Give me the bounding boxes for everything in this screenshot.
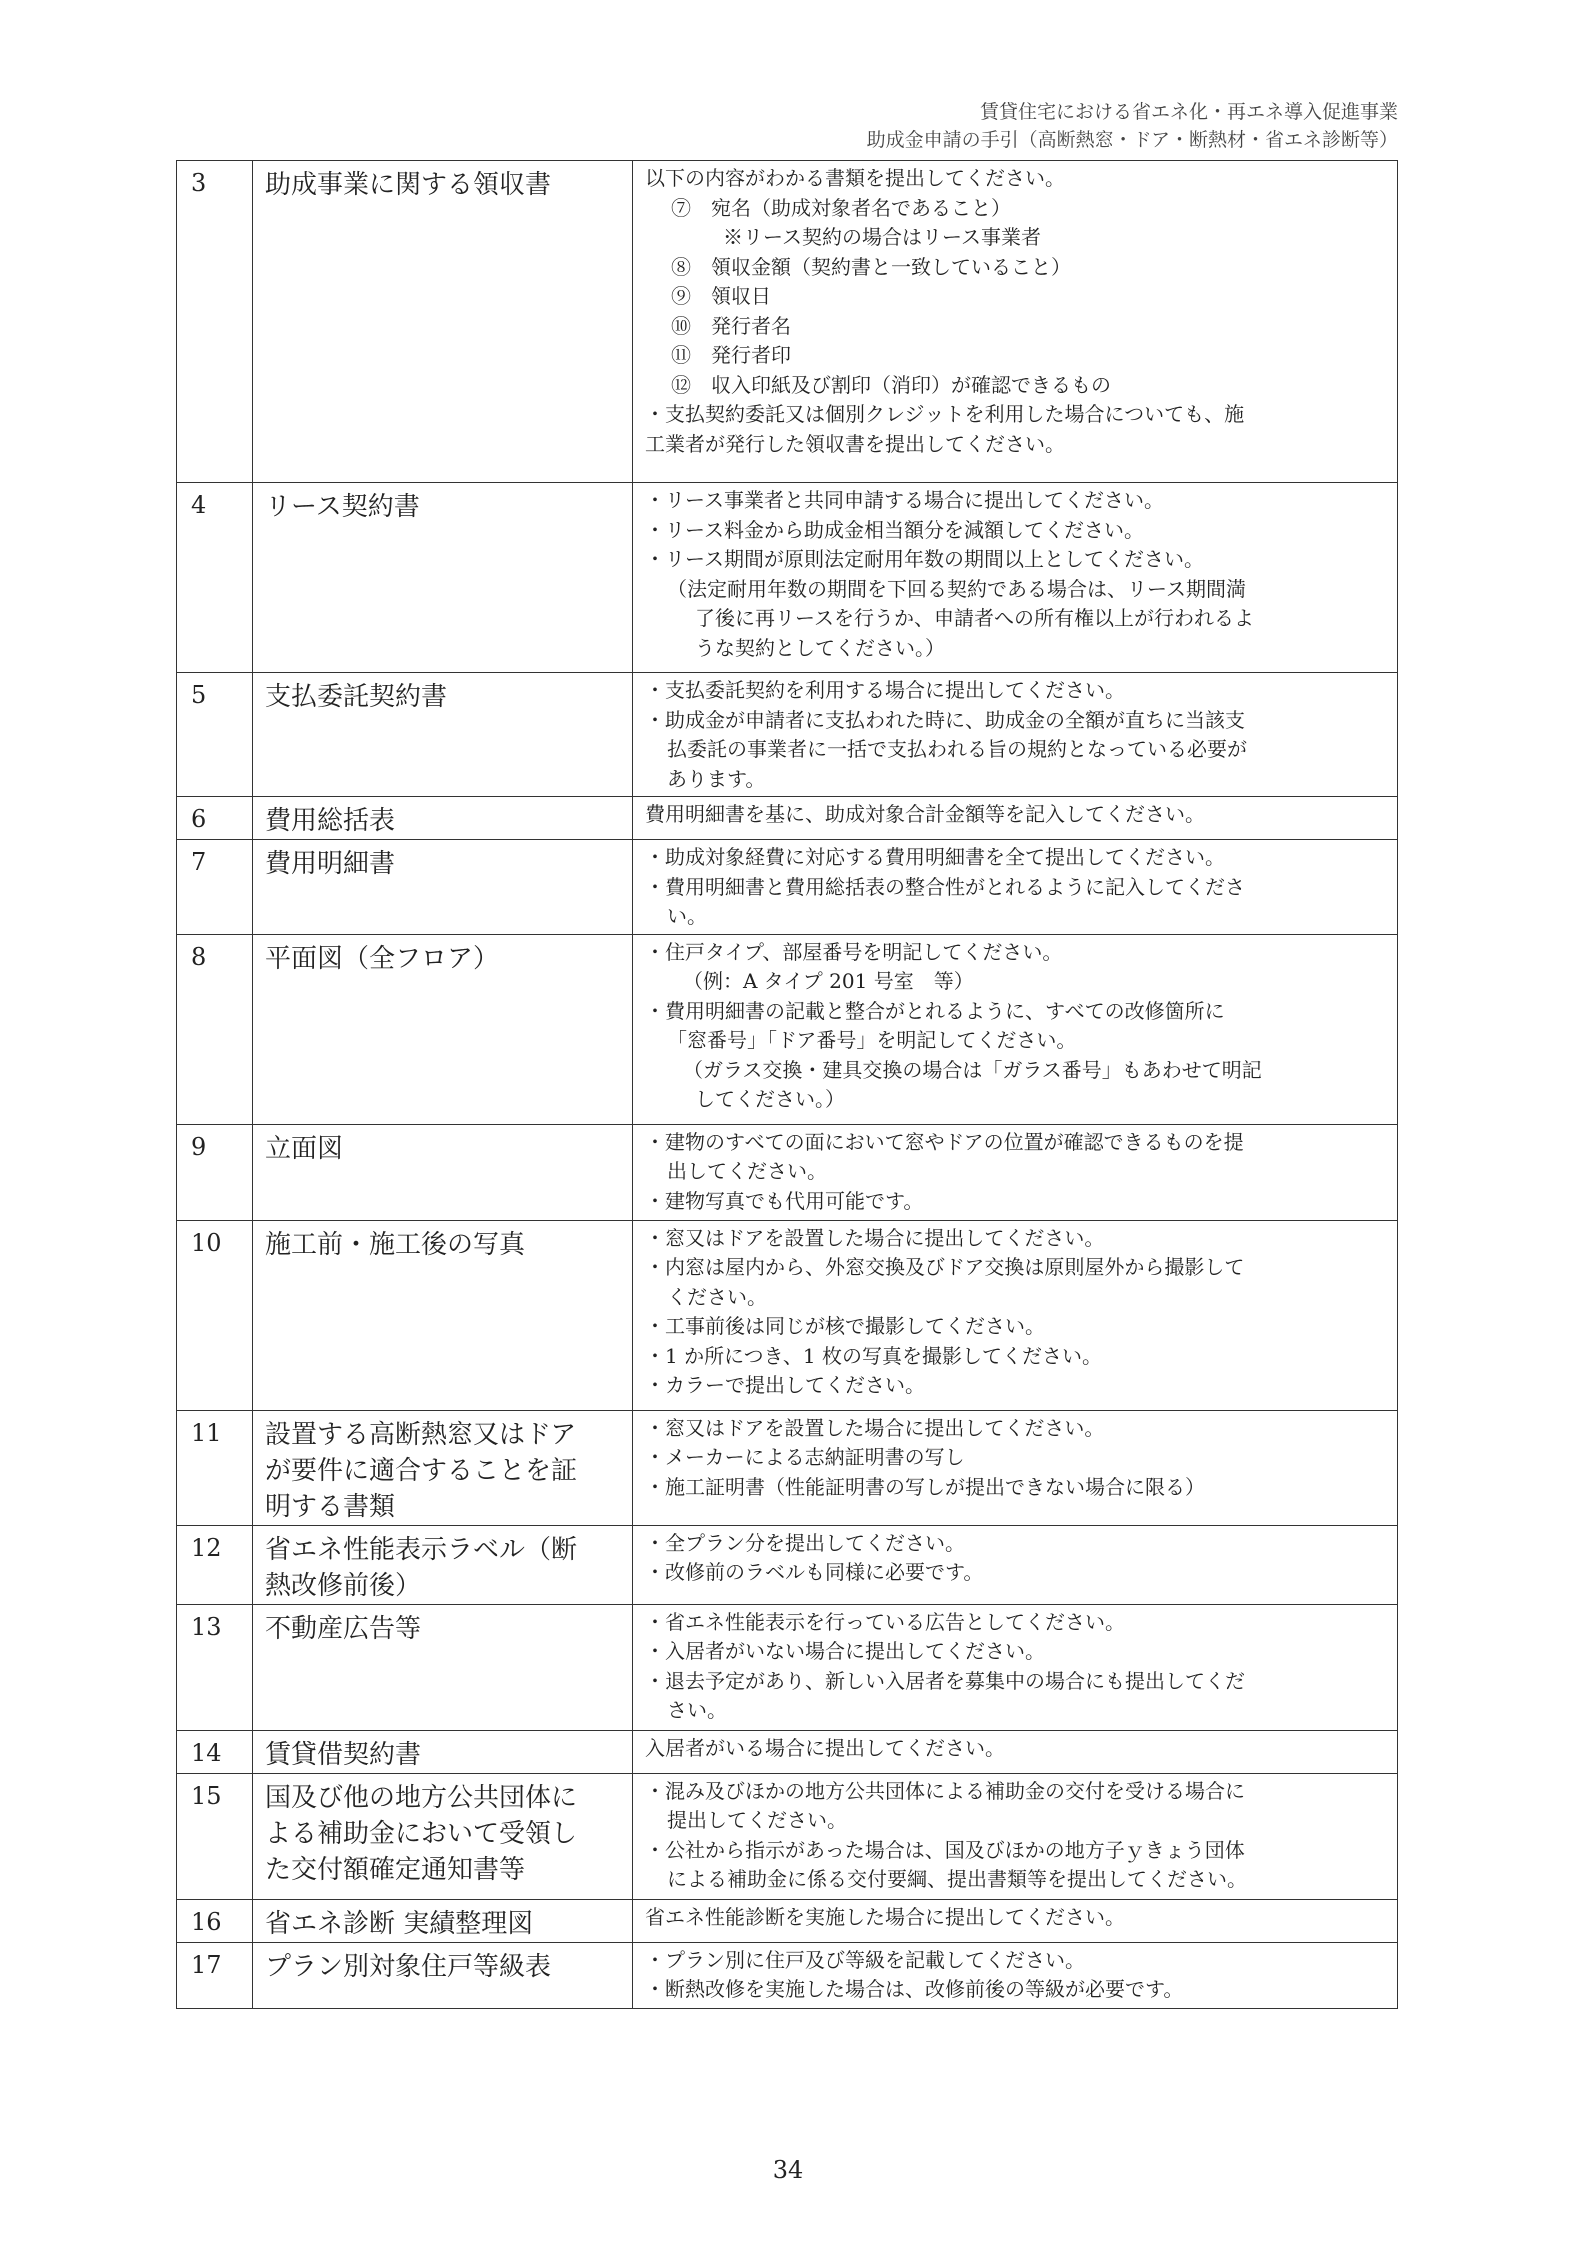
requirement-line: ※リース契約の場合はリース事業者 xyxy=(723,225,1041,249)
document-name-line: 国及び他の地方公共団体に xyxy=(265,1782,578,1813)
row-number: 10 xyxy=(177,1220,253,1410)
document-name: 省エネ診断 実績整理図 xyxy=(253,1899,633,1942)
requirement-line: 工業者が発行した領収書を提出してください。 xyxy=(645,431,1065,456)
table-row xyxy=(177,1942,1398,2008)
requirement-line: ・工事前後は同じが核で撮影してください。 xyxy=(645,1314,1045,1338)
document-name-line: よる補助金において受領し xyxy=(265,1818,578,1849)
table-row xyxy=(177,840,1398,935)
document-requirements xyxy=(633,1773,1398,1899)
document-name: プラン別対象住戸等級表 xyxy=(253,1942,633,2008)
document-name: 支払委託契約書 xyxy=(253,673,633,797)
document-requirements xyxy=(633,1124,1398,1220)
requirement-line: ⑪ 発行者印 xyxy=(671,343,791,367)
requirement-line: ください。 xyxy=(667,1284,767,1309)
row-number: 4 xyxy=(177,483,253,673)
requirement-line: （ガラス交換・建具交換の場合は「ガラス番号」もあわせて明記 xyxy=(683,1057,1262,1082)
requirement-line: ・全プラン分を提出してください。 xyxy=(645,1530,965,1555)
requirement-line: ・費用明細書と費用総括表の整合性がとれるように記入してくださ xyxy=(645,874,1245,899)
requirement-line: 出してください。 xyxy=(667,1159,827,1183)
requirement-line: ・支払契約委託又は個別クレジットを利用した場合についても、施 xyxy=(645,402,1245,426)
requirement-line: ・施工証明書（性能証明書の写しが提出できない場合に限る） xyxy=(645,1474,1205,1499)
document-requirements-table xyxy=(176,160,1398,2009)
document-name-line: 熱改修前後） xyxy=(265,1570,422,1601)
requirement-line: ・改修前のラベルも同様に必要です。 xyxy=(645,1560,984,1584)
document-name-line: 省エネ性能表示ラベル（断 xyxy=(265,1534,578,1565)
document-name-line: た交付額確定通知書等 xyxy=(265,1854,526,1885)
requirement-line: 以下の内容がわかる書類を提出してください。 xyxy=(645,166,1065,190)
requirement-line: ・窓又はドアを設置した場合に提出してください。 xyxy=(645,1225,1105,1250)
document-name: 立面図 xyxy=(253,1124,633,1220)
requirement-line: ・費用明細書の記載と整合がとれるように、すべての改修箇所に xyxy=(645,998,1225,1023)
table-row xyxy=(177,1124,1398,1220)
requirement-line: ・内窓は屋内から、外窓交換及びドア交換は原則屋外から撮影して xyxy=(645,1255,1245,1279)
requirement-line: 払委託の事業者に一括で支払われる旨の規約となっている必要が xyxy=(667,737,1247,761)
requirement-line: うな契約としてください。） xyxy=(695,635,945,660)
document-requirements xyxy=(633,1899,1398,1942)
document-name: 平面図（全フロア） xyxy=(253,934,633,1124)
document-name: 費用総括表 xyxy=(253,797,633,840)
document-requirements xyxy=(633,1220,1398,1410)
requirement-line: ・リース事業者と共同申請する場合に提出してください。 xyxy=(645,488,1164,512)
row-number: 11 xyxy=(177,1410,253,1525)
document-name: 不動産広告等 xyxy=(253,1604,633,1730)
document-requirements xyxy=(633,161,1398,483)
document-requirements xyxy=(633,1525,1398,1604)
page-header xyxy=(867,98,1398,154)
requirement-line: ・公社から指示があった場合は、国及びほかの地方子ｙきょう団体 xyxy=(645,1837,1245,1862)
requirement-line: ・入居者がいない場合に提出してください。 xyxy=(645,1639,1045,1663)
requirement-line: い。 xyxy=(667,904,707,928)
requirement-line: による補助金に係る交付要綱、提出書類等を提出してください。 xyxy=(667,1867,1247,1891)
requirement-line: ・住戸タイプ、部屋番号を明記してください。 xyxy=(645,939,1063,964)
table-row xyxy=(177,1604,1398,1730)
row-number: 14 xyxy=(177,1730,253,1773)
table-row xyxy=(177,673,1398,797)
requirement-line: ・窓又はドアを設置した場合に提出してください。 xyxy=(645,1415,1105,1440)
row-number: 8 xyxy=(177,934,253,1124)
document-name-line: が要件に適合することを証 xyxy=(265,1455,578,1486)
requirement-line: ・助成対象経費に対応する費用明細書を全て提出してください。 xyxy=(645,845,1225,869)
requirement-line: 省エネ性能診断を実施した場合に提出してください。 xyxy=(645,1904,1125,1929)
document-name xyxy=(253,1525,633,1604)
document-name: 助成事業に関する領収書 xyxy=(253,161,633,483)
requirement-line: ・助成金が申請者に支払われた時に、助成金の全額が直ちに当該支 xyxy=(645,707,1245,732)
document-name-line: 明する書類 xyxy=(265,1491,396,1522)
table-row xyxy=(177,1730,1398,1773)
requirement-line: ⑩ 発行者名 xyxy=(671,313,791,338)
requirement-line: ・混み及びほかの地方公共団体による補助金の交付を受ける場合に xyxy=(645,1778,1245,1803)
document-requirements xyxy=(633,483,1398,673)
requirement-line: 入居者がいる場合に提出してください。 xyxy=(645,1735,1005,1760)
table-row xyxy=(177,1899,1398,1942)
requirement-line: ・建物写真でも代用可能です。 xyxy=(645,1188,924,1213)
requirement-line: ⑨ 領収日 xyxy=(671,284,771,308)
requirement-line: してください。） xyxy=(695,1087,845,1111)
requirement-line: 提出してください。 xyxy=(667,1808,847,1832)
table-row xyxy=(177,934,1398,1124)
requirement-line: ・省エネ性能表示を行っている広告としてください。 xyxy=(645,1609,1125,1634)
requirement-line: （例：A タイプ 201 号室 等） xyxy=(683,969,974,993)
requirement-line: ・メーカーによる志納証明書の写し xyxy=(645,1445,965,1469)
row-number: 7 xyxy=(177,840,253,935)
table-row xyxy=(177,1220,1398,1410)
document-requirements xyxy=(633,934,1398,1124)
document-name: 施工前・施工後の写真 xyxy=(253,1220,633,1410)
requirement-line: 了後に再リースを行うか、申請者への所有権以上が行われるよ xyxy=(695,606,1254,630)
document-name xyxy=(253,1410,633,1525)
document-requirements xyxy=(633,1604,1398,1730)
requirement-line: ・プラン別に住戸及び等級を記載してください。 xyxy=(645,1947,1085,1972)
requirement-line: さい。 xyxy=(667,1698,727,1722)
requirement-line: ・建物のすべての面において窓やドアの位置が確認できるものを提 xyxy=(645,1129,1244,1154)
document-requirements xyxy=(633,1730,1398,1773)
document-requirements xyxy=(633,1942,1398,2008)
requirement-line: ・断熱改修を実施した場合は、改修前後の等級が必要です。 xyxy=(645,1977,1184,2001)
row-number: 12 xyxy=(177,1525,253,1604)
row-number: 13 xyxy=(177,1604,253,1730)
requirement-line: （法定耐用年数の期間を下回る契約である場合は、リース期間満 xyxy=(667,576,1246,601)
document-requirements xyxy=(633,1410,1398,1525)
table-row xyxy=(177,797,1398,840)
row-number: 9 xyxy=(177,1124,253,1220)
row-number: 17 xyxy=(177,1942,253,2008)
document-requirements xyxy=(633,797,1398,840)
table-row xyxy=(177,1410,1398,1525)
requirement-line: ⑧ 領収金額（契約書と一致していること） xyxy=(671,254,1071,279)
document-requirements xyxy=(633,840,1398,935)
document-name: リース契約書 xyxy=(253,483,633,673)
requirement-line: あります。 xyxy=(667,766,766,791)
requirement-line: ⑦ 宛名（助成対象者名であること） xyxy=(671,195,1011,220)
requirement-line: ・リース料金から助成金相当額分を減額してください。 xyxy=(645,517,1144,542)
row-number: 6 xyxy=(177,797,253,840)
row-number: 15 xyxy=(177,1773,253,1899)
requirement-line: ⑫ 収入印紙及び割印（消印）が確認できるもの xyxy=(671,372,1111,397)
requirement-line: ・リース期間が原則法定耐用年数の期間以上としてください。 xyxy=(645,547,1204,571)
row-number: 16 xyxy=(177,1899,253,1942)
document-name-line: 設置する高断熱窓又はドア xyxy=(265,1419,577,1450)
requirement-line: ・1 か所につき、1 枚の写真を撮影してください。 xyxy=(645,1343,1102,1368)
row-number: 3 xyxy=(177,161,253,483)
table-row xyxy=(177,1525,1398,1604)
requirement-line: ・カラーで提出してください。 xyxy=(645,1373,925,1397)
page-number: 34 xyxy=(772,2156,804,2184)
requirement-line: ・支払委託契約を利用する場合に提出してください。 xyxy=(645,678,1125,702)
requirement-line: 費用明細書を基に、助成対象合計金額等を記入してください。 xyxy=(645,802,1205,826)
table-row xyxy=(177,161,1398,483)
row-number: 5 xyxy=(177,673,253,797)
requirement-line: ・退去予定があり、新しい入居者を募集中の場合にも提出してくだ xyxy=(645,1668,1245,1693)
header-guide-title: 助成金申請の手引（高断熱窓・ドア・断熱材・省エネ診断等） xyxy=(866,129,1398,151)
document-name: 賃貸借契約書 xyxy=(253,1730,633,1773)
requirement-line: 「窓番号」「ドア番号」を明記してください。 xyxy=(667,1028,1077,1052)
table-row xyxy=(177,1773,1398,1899)
header-project-title: 賃貸住宅における省エネ化・再エネ導入促進事業 xyxy=(979,101,1398,123)
document-name xyxy=(253,1773,633,1899)
table-row xyxy=(177,483,1398,673)
document-name: 費用明細書 xyxy=(253,840,633,935)
document-requirements xyxy=(633,673,1398,797)
